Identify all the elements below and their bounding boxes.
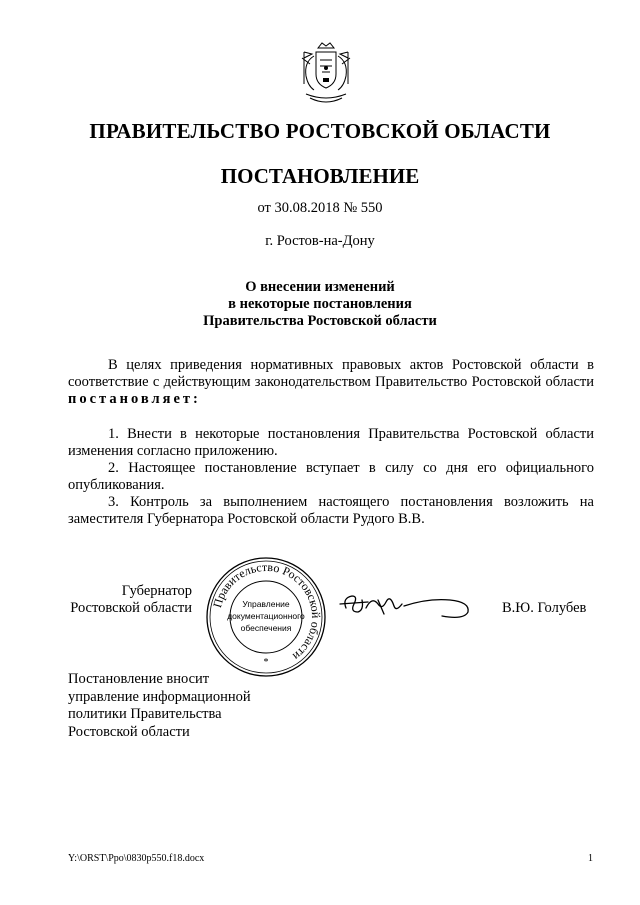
signatory-name: В.Ю. Голубев xyxy=(502,600,587,616)
document-type-title: ПОСТАНОВЛЕНИЕ xyxy=(220,164,420,188)
stamp-inner-line: обеспечения xyxy=(240,623,292,633)
stamp-ring-text: Правительство Ростовской области xyxy=(210,559,324,664)
position-line: Ростовской области xyxy=(70,600,192,616)
stamp-star: * xyxy=(263,657,269,668)
note-line: Постановление вносит xyxy=(68,671,210,687)
coat-of-arms-icon xyxy=(296,40,356,106)
preamble-text: В целях приведения нормативных правовых актов Ростовской области в соответствие с действующим законодательством Правительство Ростовской области xyxy=(68,357,594,390)
position-line: Губернатор xyxy=(121,583,192,599)
note-line: политики Правительства xyxy=(68,706,222,722)
clause-1: 1. Внести в некоторые постановления Правительства Ростовской области изменения согласно приложению. xyxy=(68,426,594,459)
subject-line: О внесении изменений xyxy=(245,279,395,295)
government-title: ПРАВИТЕЛЬСТВО РОСТОВСКОЙ ОБЛАСТИ xyxy=(89,119,551,143)
preamble-paragraph xyxy=(68,357,594,408)
page-number: 1 xyxy=(588,853,593,864)
official-stamp xyxy=(204,555,328,679)
note-line: Ростовской области xyxy=(68,723,190,740)
stamp-inner-line: документационного xyxy=(227,611,305,621)
document-city: г. Ростов-на-Дону xyxy=(265,233,375,249)
submission-note xyxy=(68,671,251,741)
subject-line: в некоторые постановления xyxy=(228,296,412,312)
file-path: Y:\ORST\Ppo\0830p550.f18.docx xyxy=(68,853,205,864)
document-subject xyxy=(0,279,640,330)
decree-word: постановляет: xyxy=(68,391,201,407)
clause-2: 2. Настоящее постановление вступает в силу со дня его официального опубликования. xyxy=(68,460,594,493)
clause-3: 3. Контроль за выполнением настоящего постановления возложить на заместителя Губернатора Ростовской области Рудого В.В. xyxy=(68,494,594,527)
note-line: управление информационной xyxy=(68,688,251,705)
stamp-inner-line: Управление xyxy=(242,599,290,609)
document-date-number: от 30.08.2018 № 550 xyxy=(257,200,383,216)
signatory-position xyxy=(68,583,192,617)
handwritten-signature xyxy=(338,586,478,626)
subject-line: Правительства Ростовской области xyxy=(203,313,437,329)
